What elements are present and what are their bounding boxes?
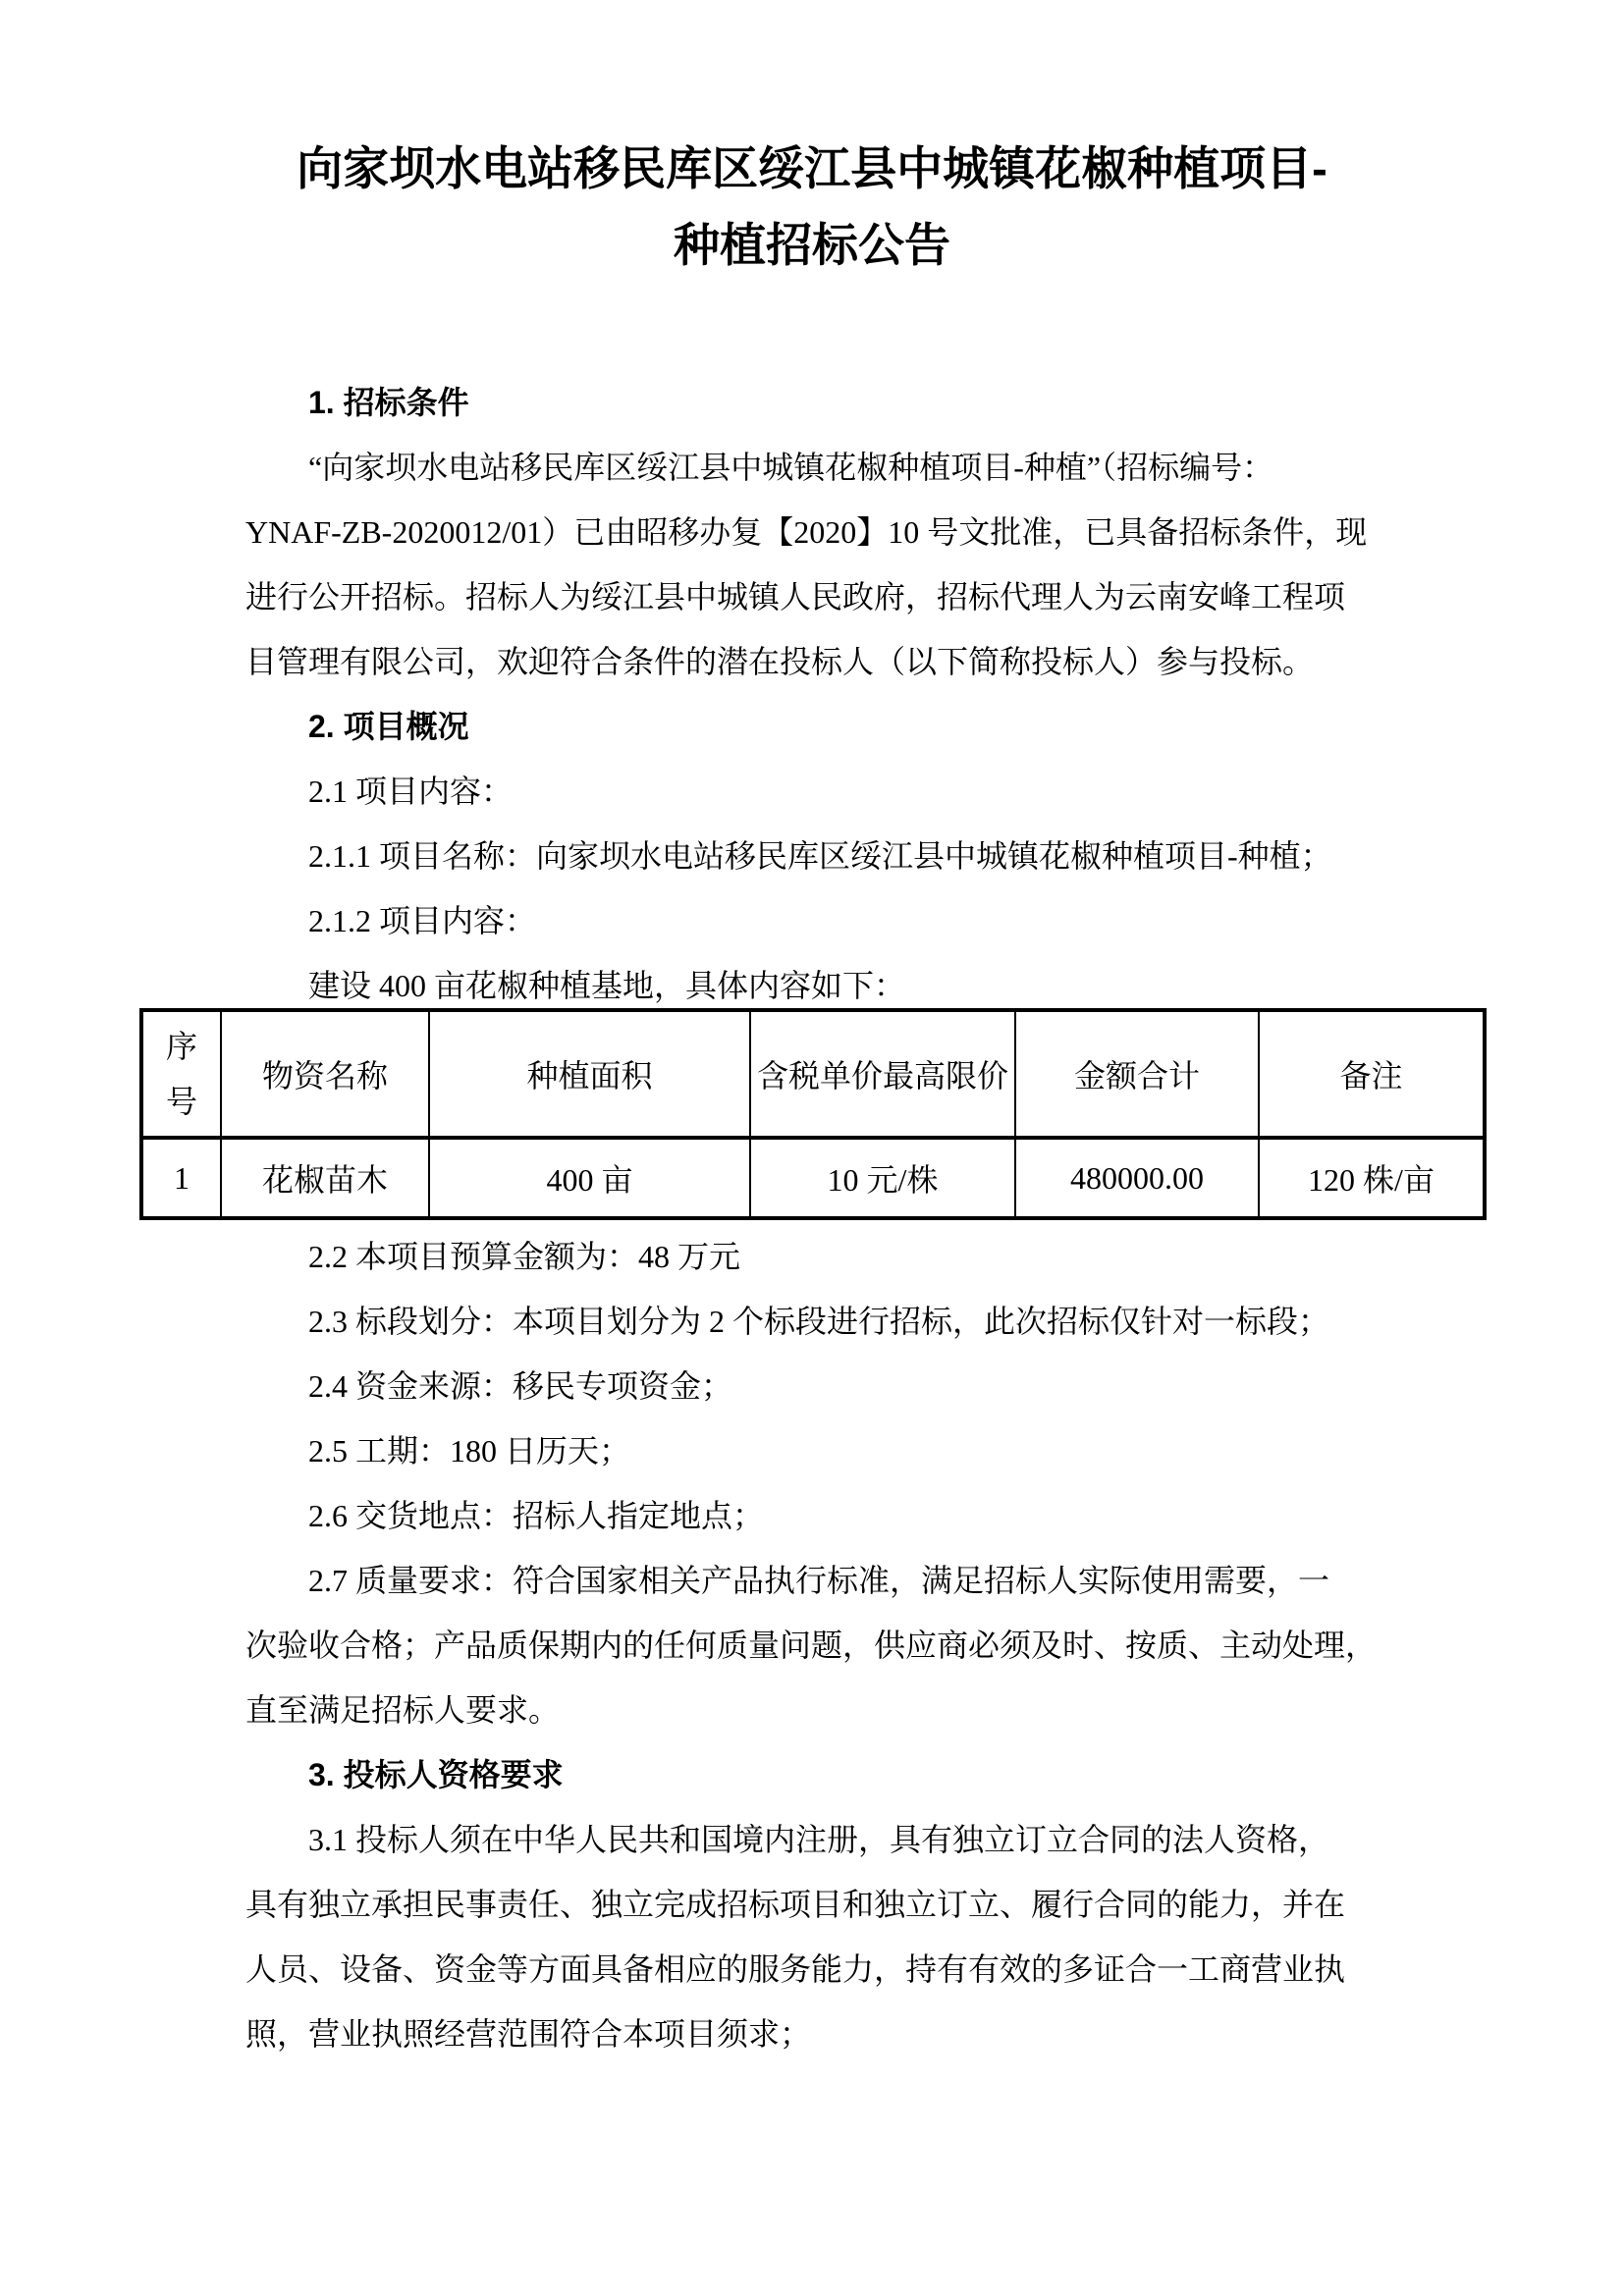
body-section-bottom [245,1224,1378,2066]
clause-2-7-line-2: 次验收合格；产品质保期内的任何质量问题，供应商必须及时、按质、主动处理， [245,1628,1378,1663]
table-header-total-amount: 金额合计 [1015,1010,1259,1138]
clause-2-1-1: 2.1.1 项目名称：向家坝水电站移民库区绥江县中城镇花椒种植项目-种植； [308,838,1332,874]
body-section-top [245,370,1378,1018]
clause-3-1-line-2: 具有独立承担民事责任、独立完成招标项目和独立订立、履行合同的能力，并在 [245,1887,1346,1922]
section-3-heading: 3. 投标人资格要求 [308,1757,564,1792]
title-line-2: 种植招标公告 [674,219,950,271]
clause-2-1: 2.1 项目内容： [308,774,514,809]
table-cell-material-name: 花椒苗木 [221,1138,429,1218]
clause-2-7-line-3: 直至满足招标人要求。 [245,1692,561,1728]
section-1-paragraph-line-2: YNAF-ZB-2020012/01）已由昭移办复【2020】10 号文批准，已具备招标条件，现 [245,514,1368,550]
document-title [39,131,1585,284]
section-1-heading: 1. 招标条件 [308,385,469,420]
table-row [141,1138,1485,1218]
table-header-planting-area: 种植面积 [429,1010,750,1138]
table-intro-line: 建设 400 亩花椒种植基地，具体内容如下： [308,968,906,1003]
section-1-paragraph-line-1: “向家坝水电站移民库区绥江县中城镇花椒种植项目-种植”（招标编号： [308,450,1274,485]
table-header-serial-number-label: 序号 [165,1029,197,1119]
table-cell-remarks: 120 株/亩 [1259,1138,1485,1218]
clause-2-2: 2.2 本项目预算金额为：48 万元 [308,1239,741,1274]
table-header-remarks: 备注 [1259,1010,1485,1138]
table-cell-max-unit-price: 10 元/株 [750,1138,1015,1218]
table-header-row [141,1010,1485,1138]
table-header-serial-number [141,1010,221,1138]
title-line-1: 向家坝水电站移民库区绥江县中城镇花椒种植项目- [297,142,1327,194]
clause-2-5: 2.5 工期：180 日历天； [308,1433,631,1468]
table-header-max-unit-price: 含税单价最高限价 [750,1010,1015,1138]
table-cell-planting-area: 400 亩 [429,1138,750,1218]
clause-3-1-line-3: 人员、设备、资金等方面具备相应的服务能力，持有有效的多证合一工商营业执 [245,1951,1346,1987]
clause-3-1-line-1: 3.1 投标人须在中华人民共和国境内注册，具有独立订立合同的法人资格， [308,1822,1330,1857]
section-1-paragraph-line-4: 目管理有限公司，欢迎符合条件的潜在投标人（以下简称投标人）参与投标。 [245,644,1315,679]
clause-2-3: 2.3 标段划分：本项目划分为 2 个标段进行招标，此次招标仅针对一标段； [308,1304,1330,1339]
section-2-heading: 2. 项目概况 [308,709,469,744]
section-1-paragraph-line-3: 进行公开招标。招标人为绥江县中城镇人民政府，招标代理人为云南安峰工程项 [245,579,1346,614]
clause-2-6: 2.6 交货地点：招标人指定地点； [308,1498,765,1533]
clause-3-1-line-4: 照，营业执照经营范围符合本项目须求； [245,2016,812,2052]
table-cell-total-amount: 480000.00 [1015,1138,1259,1218]
materials-table [139,1008,1487,1220]
clause-2-1-2: 2.1.2 项目内容： [308,903,537,938]
clause-2-4: 2.4 资金来源：移民专项资金； [308,1368,733,1404]
table-header-material-name: 物资名称 [221,1010,429,1138]
clause-2-7-line-1: 2.7 质量要求：符合国家相关产品执行标准，满足招标人实际使用需要，一 [308,1563,1330,1598]
table-cell-serial-number: 1 [141,1138,221,1218]
